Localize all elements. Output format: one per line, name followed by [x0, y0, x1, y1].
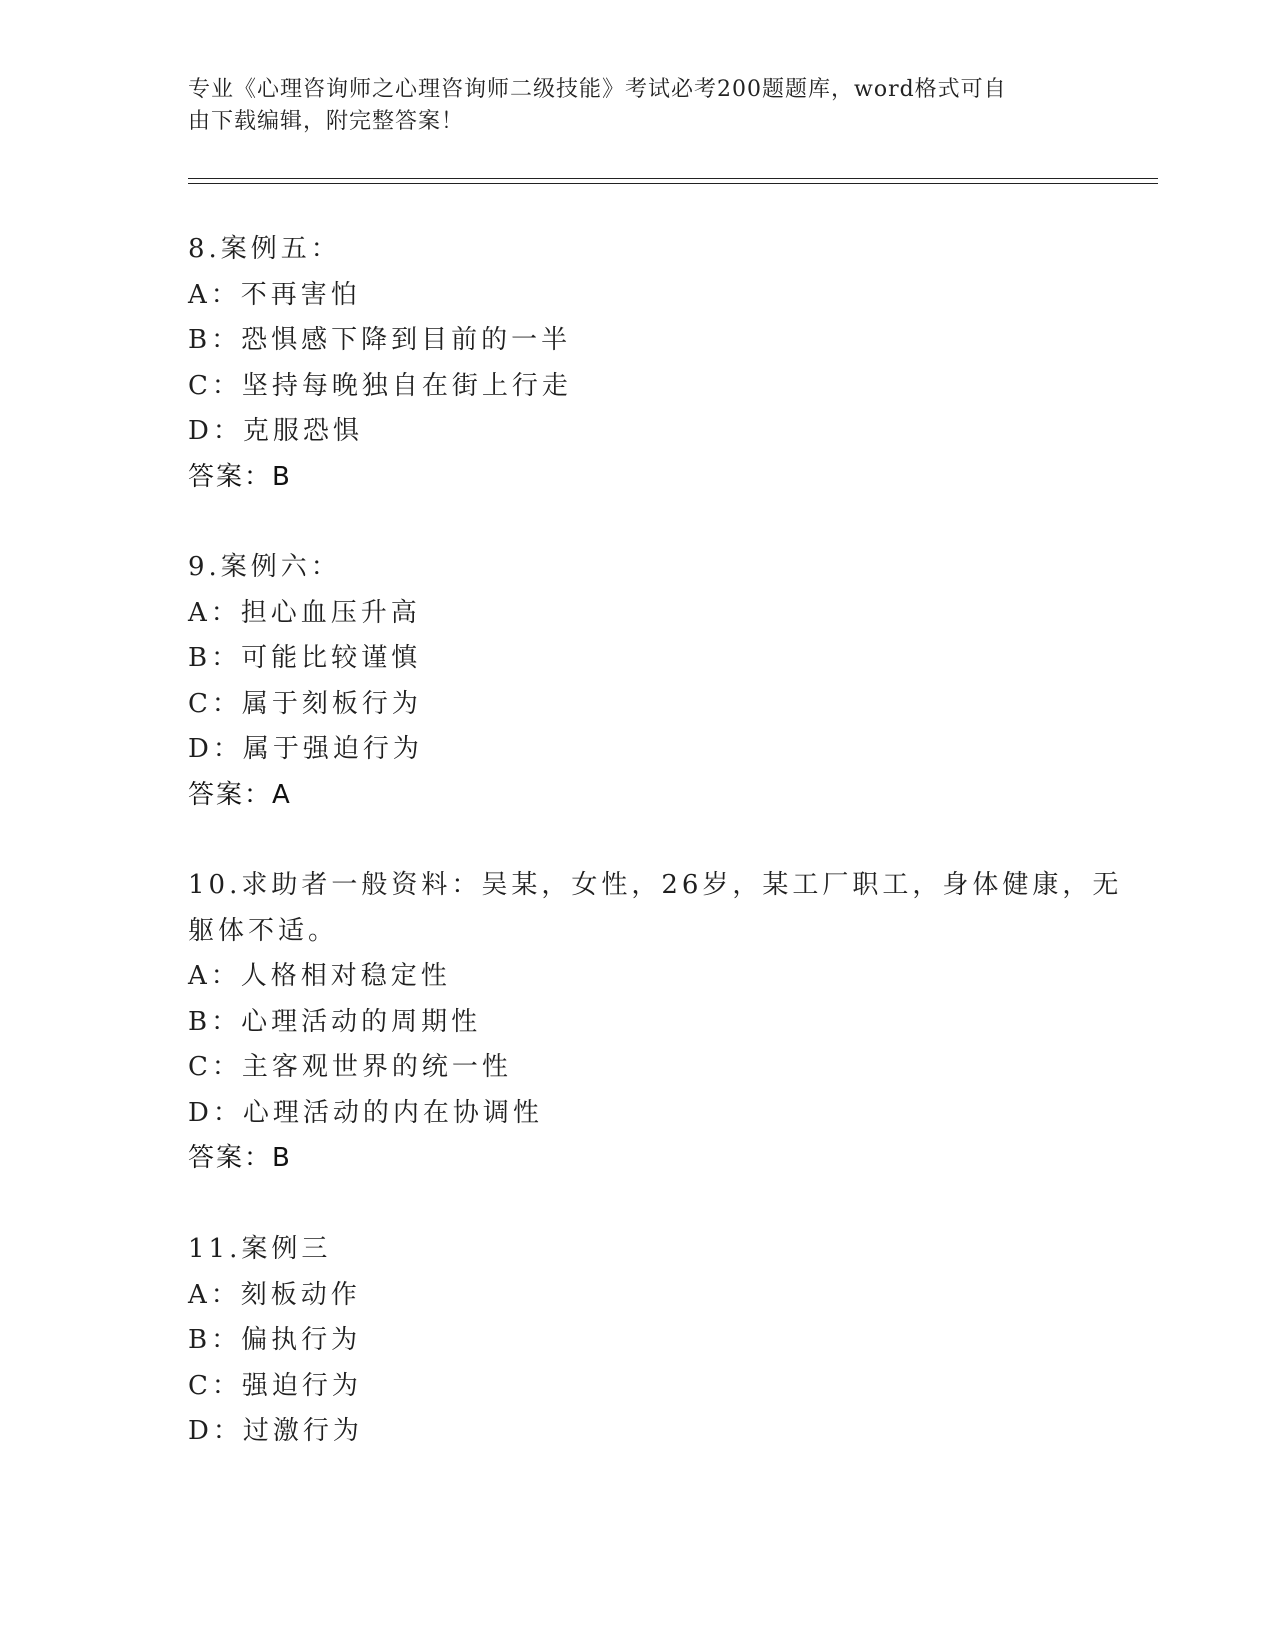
- option-text: 不再害怕: [240, 279, 361, 310]
- option-text: 过激行为: [242, 1416, 363, 1446]
- option-letter: D：: [188, 1416, 243, 1446]
- option-letter: C：: [188, 688, 242, 719]
- option-d: [188, 409, 1088, 455]
- option-text: 人格相对稳定性: [240, 961, 451, 991]
- option-letter: C：: [188, 1370, 242, 1401]
- answer-line: 答案：B: [188, 1143, 292, 1173]
- answer-line: 答案：A: [188, 779, 292, 810]
- option-a: [188, 1273, 1088, 1319]
- option-letter: C：: [188, 1052, 242, 1082]
- option-letter: A：: [188, 597, 241, 628]
- header-line-2: 由下载编辑，附完整答案！: [188, 109, 465, 134]
- option-d: [188, 1091, 1088, 1137]
- header-note: [188, 74, 1088, 138]
- option-c: [188, 682, 1088, 728]
- option-a: [188, 954, 1088, 1000]
- option-text: 心理活动的周期性: [241, 1006, 482, 1037]
- option-letter: B：: [188, 643, 242, 673]
- option-text: 主客观世界的统一性: [241, 1052, 512, 1082]
- option-letter: B：: [188, 1006, 242, 1037]
- option-letter: A：: [188, 961, 241, 991]
- option-a: [188, 591, 1088, 637]
- option-text: 心理活动的内在协调性: [242, 1097, 543, 1128]
- option-c: [188, 1045, 1088, 1091]
- question-stem: 11.案例三: [188, 1234, 332, 1264]
- option-text: 偏执行为: [241, 1325, 362, 1355]
- question-10: [188, 863, 1123, 1182]
- option-letter: D：: [188, 734, 243, 764]
- question-11: [188, 1227, 1088, 1455]
- option-letter: D：: [188, 1097, 243, 1128]
- option-a: [188, 273, 1088, 319]
- header-line-1: 专业《心理咨询师之心理咨询师二级技能》考试必考200题题库，word格式可自: [188, 77, 1007, 102]
- option-letter: C：: [188, 370, 242, 401]
- question-9: [188, 545, 1088, 818]
- option-text: 担心血压升高: [240, 597, 421, 628]
- question-stem-line-1: 10.求助者一般资料：吴某，女性，26岁，某工厂职工，身体健康，无: [188, 870, 1123, 900]
- option-letter: B：: [188, 325, 242, 355]
- question-stem-line-2: 躯体不适。: [188, 915, 339, 946]
- option-text: 属于刻板行为: [241, 688, 422, 719]
- option-text: 坚持每晚独自在街上行走: [241, 370, 572, 401]
- question-stem: 9.案例六：: [188, 552, 341, 582]
- option-b: [188, 1000, 1088, 1046]
- question-8: [188, 227, 1088, 500]
- option-d: [188, 727, 1088, 773]
- header-divider-bottom: [188, 183, 1158, 184]
- option-text: 可能比较谨慎: [241, 643, 422, 673]
- answer-line: 答案：B: [188, 461, 292, 492]
- option-text: 克服恐惧: [242, 416, 363, 446]
- question-stem: 8.案例五：: [188, 234, 341, 264]
- header-divider-top: [188, 178, 1158, 179]
- option-letter: B：: [188, 1325, 242, 1355]
- option-c: [188, 1364, 1088, 1410]
- option-b: [188, 1318, 1088, 1364]
- option-b: [188, 318, 1088, 364]
- option-letter: A：: [188, 279, 241, 310]
- option-d: [188, 1409, 1088, 1455]
- option-letter: D：: [188, 416, 243, 446]
- option-text: 恐惧感下降到目前的一半: [241, 325, 572, 355]
- option-b: [188, 636, 1088, 682]
- option-c: [188, 364, 1088, 410]
- option-text: 强迫行为: [241, 1370, 362, 1401]
- option-text: 刻板动作: [240, 1279, 361, 1310]
- option-letter: A：: [188, 1279, 241, 1310]
- option-text: 属于强迫行为: [242, 734, 423, 764]
